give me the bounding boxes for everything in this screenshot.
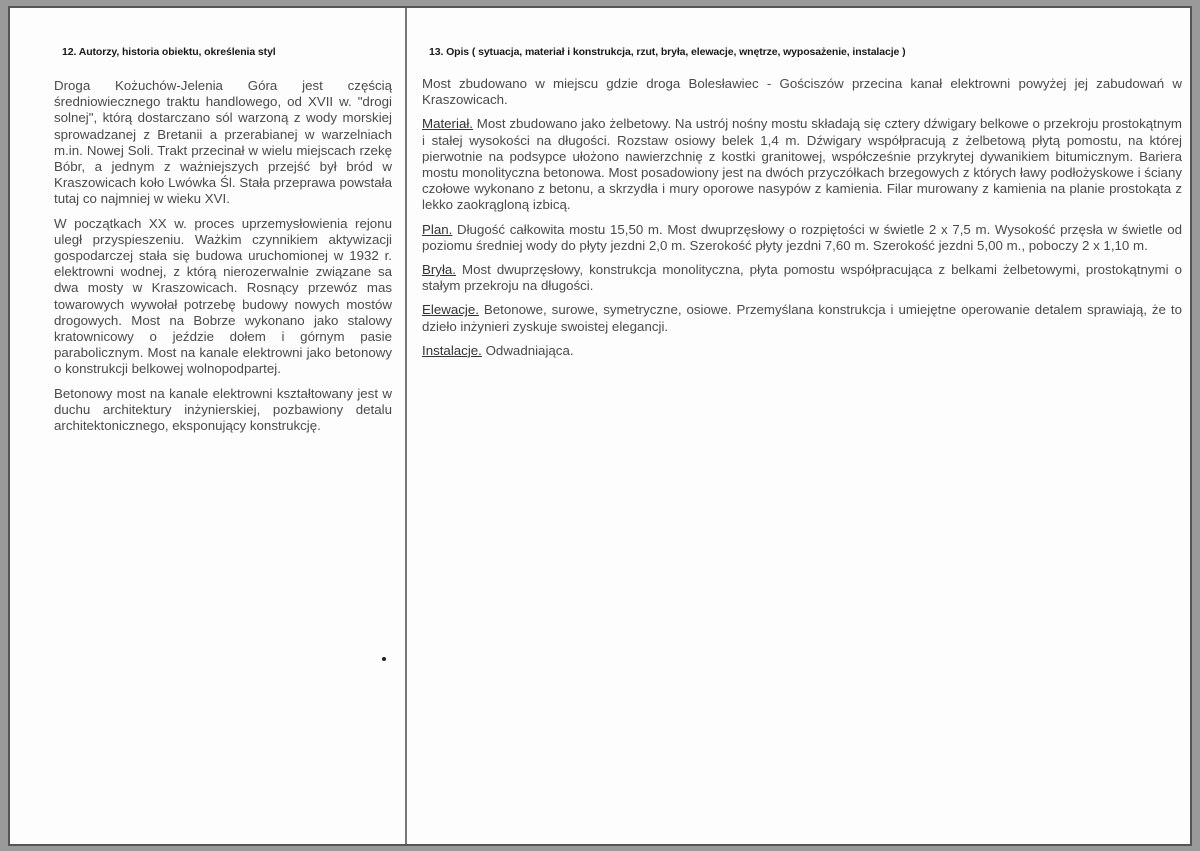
shape-text: Most dwuprzęsłowy, konstrukcja monolityczna, płyta pomostu współpracująca z belkami żelbetowymi, prostokątnymi o stałym przekroju na długości. [422, 262, 1182, 294]
installations-text: Odwadniająca. [485, 342, 574, 358]
shape-paragraph [422, 262, 1182, 294]
history-paragraph: Betonowy most na kanale elektrowni kształtowany jest w duchu architektury inżynierskiej, pozbawiony detalu architektonicznego, eksponujący konstrukcję. [54, 385, 392, 434]
plan-label: Plan. [422, 221, 453, 237]
intro-paragraph: Most zbudowano w miejscu gdzie droga Bolesławiec - Gościszów przecina kanał elektrowni powyżej jej zabudowań w Kraszowicach. [422, 76, 1182, 108]
installations-paragraph [422, 343, 1182, 359]
plan-text: Długość całkowita mostu 15,50 m. Most dwuprzęsłowy o rozpiętości w świetle 2 x 7,5 m. Wysokość przęsła w świetle od poziomu średniej wody do płyty jezdni 2,0 m. Szerokość płyty jezdni 7,60 m. Szerokość jezdni 5,00 m., poboczy 2 x 1,10 m. [422, 221, 1183, 253]
section-12-body [54, 78, 392, 434]
history-paragraph: Droga Kożuchów-Jelenia Góra jest częścią średniowiecznego traktu handlowego, od XVII w. "drogi solnej", którą dostarczano sól warzoną z wody morskiej sprowadzanej z Bretanii a przerabianej w warzelniach m.in. Nowej Soli. Trakt przecinał w wielu miejscach rzekę Bóbr, a jednym z ważniejszych przejść był bród w Kraszowicach koło Lwówka Śl. Stała przeprawa powstała tutaj co najmniej w wieku XVI. [54, 78, 392, 207]
elevations-paragraph [422, 302, 1182, 334]
section-13-body [422, 76, 1182, 359]
stray-dot [382, 657, 386, 661]
material-paragraph [422, 116, 1182, 213]
installations-label: Instalacje. [422, 342, 482, 358]
right-column [405, 8, 1190, 844]
elevations-label: Elewacje. [422, 302, 479, 318]
material-label: Materiał. [422, 116, 473, 132]
left-column [10, 8, 405, 844]
history-paragraph: W początkach XX w. proces uprzemysłowienia rejonu uległ przyspieszeniu. Ważkim czynnikiem aktywizacji gospodarczej stała się budowa uruchomionej w 1932 r. elektrowni wodnej, z którą nierozerwalnie związane sa dwa mosty w Kraszowicach. Rosnący przewóz mas towarowych wywołał potrzebę budowy nowych mostów drogowych. Most na Bobrze wykonano jako stalowy kratownicowy o jeździe dołem i górnym pasie parabolicznym. Most na kanale elektrowni jako betonowy o konstrukcji belkowej wolnopodpartej. [54, 215, 392, 377]
section-12-heading: 12. Autorzy, historia obiektu, określenia styl [62, 46, 276, 58]
shape-label: Bryła. [422, 262, 456, 278]
material-text: Most zbudowano jako żelbetowy. Na ustrój nośny mostu składają się cztery dźwigary belkowe o przekroju prostokątnym i stałej wysokości na długości. Rozstaw osiowy belek 1,4 m. Dźwigary współpracują z żelbetową płytą pomostu, na której pierwotnie na podsypce ułożono nawierzchnię z kostki granitowej, współcześnie przykrytej dywanikiem bitumicznym. Bariera mostu monolityczna betonowa. Most posadowiony jest na dwóch przyczółkach brzegowych z których ławy podłożyskowe i ściany czołowe wykonano z betonu, a skrzydła i mury oporowe nasypów z kamienia. Filar murowany z kamienia na planie prostokąta z lekko zaokrągloną izbicą. [422, 116, 1182, 213]
document-sheet [8, 6, 1192, 846]
elevations-text: Betonowe, surowe, symetryczne, osiowe. Przemyślana konstrukcja i umiejętne operowanie detalem sprawiają, że to dzieło inżynieri zyskuje swoistej elegancji. [422, 302, 1182, 334]
section-13-heading: 13. Opis ( sytuacja, materiał i konstrukcja, rzut, bryła, elewacje, wnętrze, wyposażenie, instalacje ) [429, 46, 906, 58]
plan-paragraph [422, 222, 1182, 254]
